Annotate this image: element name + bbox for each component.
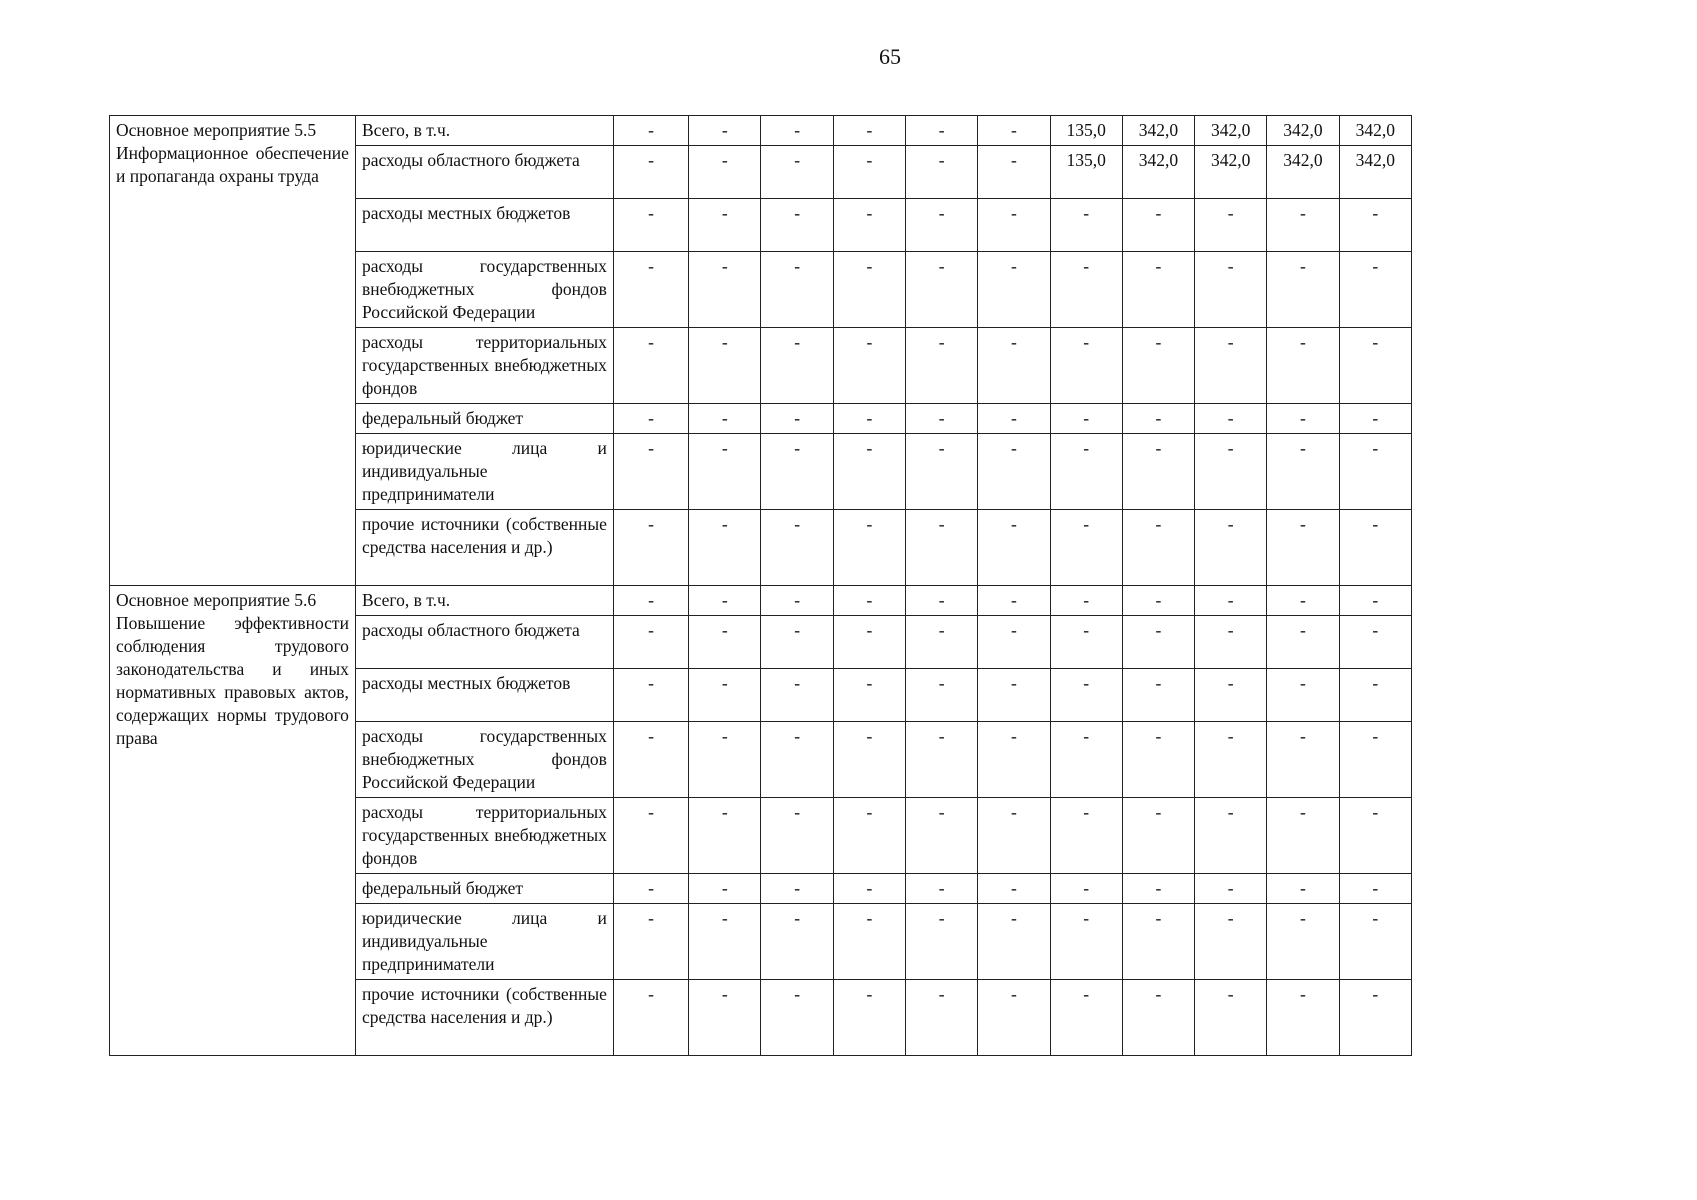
funding-source-cell: расходы государственных внебюджетных фондов Российской Федерации — [355, 252, 613, 328]
funding-source-cell: расходы местных бюджетов — [355, 669, 613, 722]
value-cell: - — [1339, 980, 1411, 1056]
value-cell: - — [1267, 586, 1339, 616]
value-cell: - — [833, 404, 905, 434]
value-cell: - — [613, 722, 688, 798]
value-cell: - — [906, 116, 978, 146]
value-cell: 342,0 — [1267, 146, 1339, 199]
value-cell: - — [1050, 669, 1122, 722]
value-cell: - — [613, 404, 688, 434]
value-cell: - — [978, 904, 1050, 980]
value-cell: - — [1195, 328, 1267, 404]
value-cell: - — [1267, 199, 1339, 252]
value-cell: - — [1195, 669, 1267, 722]
value-cell: - — [689, 404, 761, 434]
value-cell: 135,0 — [1050, 116, 1122, 146]
measure-cell — [110, 586, 356, 1056]
funding-source-cell: расходы государственных внебюджетных фондов Российской Федерации — [355, 722, 613, 798]
value-cell: - — [906, 722, 978, 798]
value-cell: - — [1050, 328, 1122, 404]
value-cell: - — [833, 874, 905, 904]
value-cell: - — [1339, 252, 1411, 328]
value-cell: - — [689, 722, 761, 798]
value-cell: - — [1195, 798, 1267, 874]
funding-source-cell: расходы областного бюджета — [355, 146, 613, 199]
value-cell: - — [1267, 980, 1339, 1056]
value-cell: - — [761, 328, 833, 404]
funding-source-cell: юридические лица и индивидуальные предприниматели — [355, 434, 613, 510]
value-cell: - — [761, 199, 833, 252]
page-number: 65 — [879, 44, 901, 69]
value-cell: - — [833, 669, 905, 722]
value-cell: - — [1122, 904, 1194, 980]
value-cell: - — [761, 980, 833, 1056]
value-cell: - — [833, 980, 905, 1056]
value-cell: - — [1195, 404, 1267, 434]
value-cell: - — [761, 669, 833, 722]
value-cell: - — [978, 874, 1050, 904]
funding-source-cell: юридические лица и индивидуальные предприниматели — [355, 904, 613, 980]
value-cell: - — [906, 798, 978, 874]
value-cell: - — [833, 328, 905, 404]
value-cell: - — [761, 146, 833, 199]
value-cell: - — [1050, 722, 1122, 798]
value-cell: - — [1122, 199, 1194, 252]
value-cell: - — [1267, 510, 1339, 586]
value-cell: - — [1267, 669, 1339, 722]
value-cell: - — [1339, 722, 1411, 798]
value-cell: - — [1339, 434, 1411, 510]
value-cell: - — [613, 510, 688, 586]
value-cell: - — [1195, 616, 1267, 669]
value-cell: - — [1267, 722, 1339, 798]
value-cell: - — [613, 146, 688, 199]
value-cell: - — [1050, 904, 1122, 980]
value-cell: - — [689, 146, 761, 199]
value-cell: - — [613, 874, 688, 904]
value-cell: - — [1339, 616, 1411, 669]
value-cell: 342,0 — [1122, 116, 1194, 146]
value-cell: - — [613, 586, 688, 616]
value-cell: - — [613, 252, 688, 328]
value-cell: - — [1122, 510, 1194, 586]
budget-table — [109, 115, 1412, 1056]
value-cell: - — [1122, 328, 1194, 404]
value-cell: - — [906, 434, 978, 510]
value-cell: - — [833, 616, 905, 669]
value-cell: - — [761, 874, 833, 904]
value-cell: - — [1195, 586, 1267, 616]
value-cell: - — [613, 434, 688, 510]
value-cell: - — [689, 904, 761, 980]
value-cell: - — [761, 116, 833, 146]
value-cell: - — [1267, 252, 1339, 328]
value-cell: - — [613, 798, 688, 874]
value-cell: - — [978, 404, 1050, 434]
table-body — [110, 116, 1412, 1056]
funding-source-cell: Всего, в т.ч. — [355, 116, 613, 146]
value-cell: - — [761, 616, 833, 669]
value-cell: - — [1339, 798, 1411, 874]
value-cell: - — [1339, 404, 1411, 434]
value-cell: 342,0 — [1195, 146, 1267, 199]
value-cell: - — [1122, 874, 1194, 904]
value-cell: - — [1267, 874, 1339, 904]
value-cell: - — [689, 874, 761, 904]
value-cell: - — [613, 199, 688, 252]
value-cell: - — [1339, 199, 1411, 252]
value-cell: - — [833, 722, 905, 798]
value-cell: - — [1339, 328, 1411, 404]
value-cell: - — [689, 434, 761, 510]
value-cell: - — [1195, 199, 1267, 252]
value-cell: 342,0 — [1339, 116, 1411, 146]
value-cell: - — [1267, 434, 1339, 510]
value-cell: - — [833, 798, 905, 874]
value-cell: - — [1050, 586, 1122, 616]
table-row — [110, 116, 1412, 146]
value-cell: - — [906, 904, 978, 980]
value-cell: - — [978, 616, 1050, 669]
funding-source-cell: прочие источники (собственные средства населения и др.) — [355, 510, 613, 586]
funding-source-cell: расходы областного бюджета — [355, 616, 613, 669]
value-cell: - — [1339, 586, 1411, 616]
value-cell: - — [906, 586, 978, 616]
value-cell: - — [1122, 434, 1194, 510]
value-cell: - — [833, 586, 905, 616]
value-cell: - — [613, 980, 688, 1056]
value-cell: - — [689, 510, 761, 586]
measure-cell — [110, 116, 356, 586]
value-cell: - — [689, 199, 761, 252]
table-row — [110, 586, 1412, 616]
value-cell: - — [1050, 510, 1122, 586]
value-cell: - — [978, 328, 1050, 404]
value-cell: - — [1339, 510, 1411, 586]
value-cell: - — [1195, 904, 1267, 980]
value-cell: - — [978, 146, 1050, 199]
funding-source-cell: расходы местных бюджетов — [355, 199, 613, 252]
value-cell: - — [978, 669, 1050, 722]
value-cell: - — [906, 980, 978, 1056]
value-cell: - — [833, 252, 905, 328]
value-cell: - — [1195, 510, 1267, 586]
value-cell: - — [761, 252, 833, 328]
funding-source-cell: федеральный бюджет — [355, 874, 613, 904]
value-cell: - — [761, 434, 833, 510]
value-cell: - — [906, 669, 978, 722]
value-cell: - — [906, 252, 978, 328]
value-cell: - — [761, 510, 833, 586]
value-cell: - — [1339, 669, 1411, 722]
value-cell: - — [1050, 874, 1122, 904]
value-cell: - — [1050, 616, 1122, 669]
value-cell: - — [1267, 798, 1339, 874]
value-cell: - — [978, 434, 1050, 510]
value-cell: - — [1050, 798, 1122, 874]
value-cell: - — [833, 146, 905, 199]
value-cell: - — [833, 904, 905, 980]
value-cell: - — [978, 252, 1050, 328]
measure-title: Информационное обеспечение и пропаганда охраны труда — [116, 143, 349, 186]
value-cell: - — [1195, 980, 1267, 1056]
value-cell: - — [1122, 404, 1194, 434]
value-cell: - — [613, 616, 688, 669]
value-cell: - — [978, 199, 1050, 252]
value-cell: - — [1122, 798, 1194, 874]
value-cell: - — [1050, 404, 1122, 434]
value-cell: - — [689, 328, 761, 404]
value-cell: - — [978, 798, 1050, 874]
value-cell: - — [761, 798, 833, 874]
value-cell: - — [613, 669, 688, 722]
value-cell: - — [978, 510, 1050, 586]
measure-code: Основное мероприятие 5.6 — [116, 590, 317, 610]
value-cell: - — [761, 722, 833, 798]
value-cell: - — [761, 904, 833, 980]
value-cell: - — [1195, 874, 1267, 904]
value-cell: - — [1195, 434, 1267, 510]
funding-source-cell: расходы территориальных государственных внебюджетных фондов — [355, 328, 613, 404]
value-cell: - — [1050, 199, 1122, 252]
value-cell: - — [689, 586, 761, 616]
value-cell: - — [978, 586, 1050, 616]
value-cell: - — [689, 669, 761, 722]
value-cell: - — [1050, 252, 1122, 328]
value-cell: - — [906, 146, 978, 199]
value-cell: - — [689, 798, 761, 874]
value-cell: - — [613, 904, 688, 980]
value-cell: 342,0 — [1122, 146, 1194, 199]
measure-code: Основное мероприятие 5.5 — [116, 120, 317, 140]
value-cell: - — [833, 510, 905, 586]
value-cell: - — [906, 510, 978, 586]
funding-source-cell: расходы территориальных государственных внебюджетных фондов — [355, 798, 613, 874]
value-cell: - — [1050, 980, 1122, 1056]
value-cell: - — [978, 980, 1050, 1056]
value-cell: - — [906, 328, 978, 404]
value-cell: - — [1122, 586, 1194, 616]
value-cell: 342,0 — [1195, 116, 1267, 146]
value-cell: - — [1267, 616, 1339, 669]
value-cell: - — [1267, 404, 1339, 434]
value-cell: - — [1122, 669, 1194, 722]
value-cell: - — [1122, 980, 1194, 1056]
value-cell: - — [1050, 434, 1122, 510]
value-cell: - — [689, 980, 761, 1056]
value-cell: - — [978, 116, 1050, 146]
measure-title: Повышение эффективности соблюдения трудового законодательства и иных нормативных правовых актов, содержащих нормы трудового права — [116, 613, 349, 748]
value-cell: - — [906, 199, 978, 252]
funding-source-cell: прочие источники (собственные средства населения и др.) — [355, 980, 613, 1056]
value-cell: 135,0 — [1050, 146, 1122, 199]
value-cell: - — [833, 116, 905, 146]
value-cell: - — [761, 404, 833, 434]
value-cell: - — [1195, 252, 1267, 328]
value-cell: - — [761, 586, 833, 616]
value-cell: - — [1122, 722, 1194, 798]
funding-source-cell: федеральный бюджет — [355, 404, 613, 434]
value-cell: - — [1122, 252, 1194, 328]
value-cell: - — [1339, 874, 1411, 904]
value-cell: - — [906, 874, 978, 904]
value-cell: - — [1122, 616, 1194, 669]
value-cell: - — [689, 616, 761, 669]
value-cell: - — [906, 616, 978, 669]
value-cell: - — [1339, 904, 1411, 980]
value-cell: - — [689, 252, 761, 328]
value-cell: - — [689, 116, 761, 146]
value-cell: - — [833, 434, 905, 510]
value-cell: - — [833, 199, 905, 252]
value-cell: - — [906, 404, 978, 434]
value-cell: - — [978, 722, 1050, 798]
value-cell: 342,0 — [1339, 146, 1411, 199]
value-cell: - — [613, 116, 688, 146]
funding-source-cell: Всего, в т.ч. — [355, 586, 613, 616]
value-cell: - — [1267, 904, 1339, 980]
value-cell: - — [1267, 328, 1339, 404]
value-cell: - — [613, 328, 688, 404]
value-cell: - — [1195, 722, 1267, 798]
value-cell: 342,0 — [1267, 116, 1339, 146]
